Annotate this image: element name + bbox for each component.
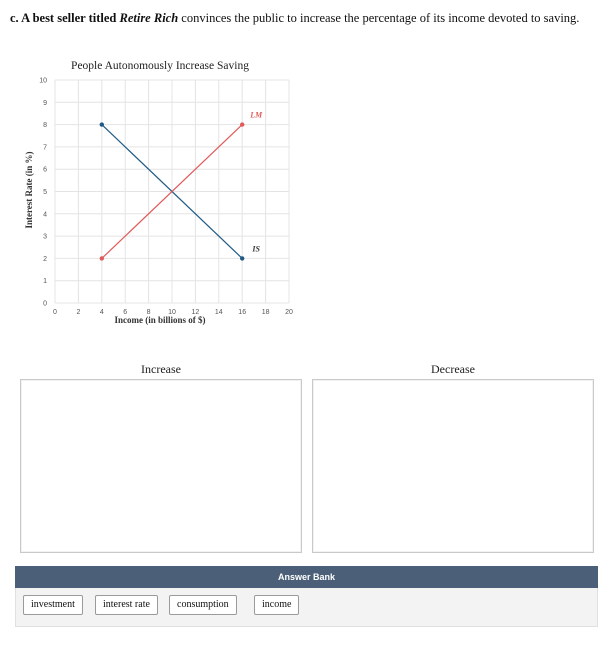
question-prefix: c. A best seller titled (10, 11, 120, 25)
x-tick-label: 14 (214, 309, 223, 316)
answer-bank-body (15, 588, 598, 627)
increase-column-title: Increase (141, 362, 181, 376)
y-tick-label: 8 (43, 122, 47, 130)
chart-title: People Autonomously Increase Saving (71, 60, 249, 72)
y-tick-label: 3 (43, 233, 47, 241)
decrease-drop-zone[interactable] (312, 379, 594, 553)
x-tick-label: 10 (168, 309, 176, 316)
lm-point[interactable] (240, 122, 244, 126)
y-tick-label: 4 (43, 211, 47, 219)
answer-chip-interest-rate[interactable]: interest rate (95, 595, 158, 615)
y-tick-label: 1 (43, 278, 47, 286)
decrease-column-title: Decrease (431, 362, 475, 376)
answer-bank (15, 566, 598, 626)
book-title: Retire Rich (119, 11, 179, 25)
question-text (10, 11, 579, 26)
answer-chip-income[interactable]: income (254, 595, 299, 615)
y-tick-label: 10 (39, 77, 47, 85)
answer-bank-header: Answer Bank (15, 566, 598, 588)
y-tick-label: 7 (43, 144, 47, 152)
y-tick-label: 0 (43, 300, 47, 308)
x-tick-label: 4 (99, 309, 104, 316)
y-tick-label: 6 (43, 166, 47, 174)
y-tick-label: 5 (43, 189, 47, 196)
chart-series (100, 111, 263, 261)
y-axis-label: Interest Rate (in %) (24, 151, 34, 229)
x-tick-label: 8 (146, 309, 151, 316)
y-tick-label: 2 (43, 255, 47, 263)
lm-curve-label: LM (250, 110, 263, 120)
answer-chip-consumption[interactable]: consumption (169, 595, 237, 615)
x-tick-label: 2 (76, 309, 81, 316)
x-tick-label: 6 (123, 309, 128, 316)
lm-point[interactable] (100, 256, 104, 260)
x-tick-label: 20 (285, 309, 293, 316)
x-tick-label: 18 (261, 309, 270, 316)
x-tick-label: 16 (238, 309, 247, 316)
is-point[interactable] (100, 122, 104, 126)
y-tick-label: 9 (43, 99, 47, 107)
is-lm-chart (0, 50, 310, 340)
is-curve-label: IS (252, 244, 260, 254)
x-tick-label: 12 (191, 309, 200, 316)
x-axis-label: Income (in billions of $) (114, 315, 206, 325)
x-tick-label: 0 (53, 309, 57, 316)
is-point[interactable] (240, 256, 244, 260)
question-suffix: convinces the public to increase the percentage of its income devoted to saving. (178, 11, 580, 25)
answer-chip-investment[interactable]: investment (23, 595, 83, 615)
increase-drop-zone[interactable] (20, 379, 302, 553)
